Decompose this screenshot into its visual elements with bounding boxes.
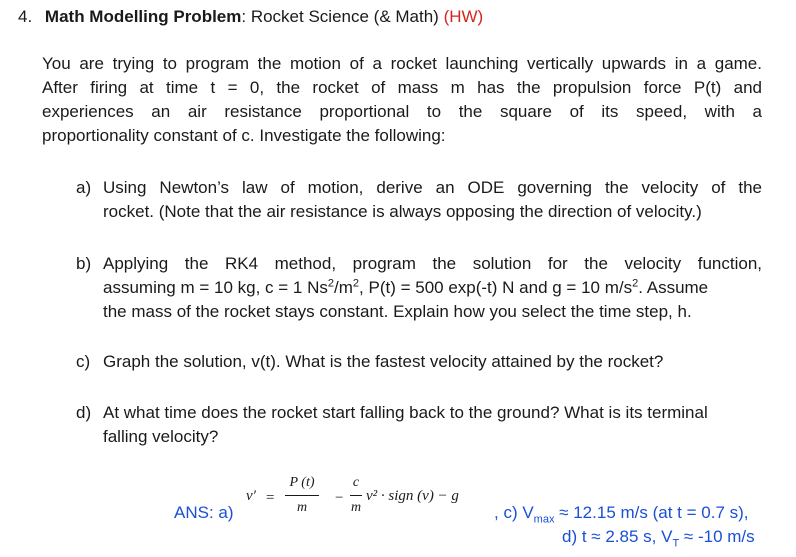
part-a-line-1: Using Newton’s law of motion, derive an ODE governing the velocity of the bbox=[103, 178, 762, 197]
part-b-line-1: Applying the RK4 method, program the solution for the velocity function, bbox=[103, 254, 762, 273]
problem-number: 4. bbox=[18, 7, 33, 26]
intro-line-2: After firing at time t = 0, the rocket of mass m has the propulsion force P(t) and bbox=[42, 78, 762, 97]
frac1-denominator: m bbox=[296, 500, 308, 515]
part-b-line-2-pre: assuming m = 10 kg, c = 1 Ns bbox=[103, 278, 328, 297]
answer-d-pre: d) t ≈ 2.85 s, V bbox=[562, 527, 673, 546]
answer-c-sub: max bbox=[533, 513, 555, 526]
answer-d-sub: T bbox=[672, 537, 680, 550]
part-c-label: c) bbox=[76, 352, 91, 371]
frac1-numerator: P (t) bbox=[289, 475, 315, 490]
eq-equals: = bbox=[266, 490, 275, 506]
part-b-sup-3: 2 bbox=[632, 277, 639, 290]
title-bold: Math Modelling Problem bbox=[44, 7, 242, 26]
part-c-line-1: Graph the solution, v(t). What is the fastest velocity attained by the rocket? bbox=[103, 352, 664, 371]
part-b-label: b) bbox=[76, 254, 92, 273]
part-a-line-2: rocket. (Note that the air resistance is always opposing the direction of velocity.) bbox=[103, 202, 702, 221]
answer-part-d bbox=[562, 527, 755, 550]
part-b-line-2-mid1: /m bbox=[334, 278, 353, 297]
frac2-line bbox=[350, 495, 362, 496]
part-b-sup-2: 2 bbox=[352, 277, 360, 290]
eq-minus: − bbox=[335, 490, 344, 506]
frac2-numerator: c bbox=[352, 475, 360, 490]
hw-tag: (HW) bbox=[443, 7, 484, 26]
part-b-sup-1: 2 bbox=[327, 277, 335, 290]
part-d-line-2: falling velocity? bbox=[103, 427, 219, 446]
answer-label: ANS: a) bbox=[174, 503, 234, 522]
intro-line-4: proportionality constant of c. Investigate the following: bbox=[42, 126, 446, 145]
frac1-line bbox=[285, 495, 319, 496]
answer-c-pre: , c) V bbox=[494, 503, 534, 522]
answer-c-post: ≈ 12.15 m/s (at t = 0.7 s), bbox=[554, 503, 749, 522]
frac2-denominator: m bbox=[350, 500, 362, 515]
part-a-label: a) bbox=[76, 178, 92, 197]
part-b-line-2 bbox=[103, 276, 708, 300]
title-rest: : Rocket Science (& Math) bbox=[241, 7, 444, 26]
part-d-label: d) bbox=[76, 403, 92, 422]
answer-part-c bbox=[494, 503, 749, 526]
problem-title bbox=[18, 5, 483, 29]
eq-lhs: v′ bbox=[246, 488, 256, 504]
answer-d-post: ≈ -10 m/s bbox=[679, 527, 755, 546]
eq-tail: v² · sign (v) − g bbox=[366, 488, 459, 504]
part-b-line-2-post: . Assume bbox=[638, 278, 709, 297]
intro-line-1: You are trying to program the motion of a rocket launching vertically upwards in a game. bbox=[42, 54, 762, 73]
part-b-line-3: the mass of the rocket stays constant. Explain how you select the time step, h. bbox=[103, 302, 692, 321]
part-b-line-2-mid2: , P(t) = 500 exp(-t) N and g = 10 m/s bbox=[359, 278, 633, 297]
part-d-line-1: At what time does the rocket start falling back to the ground? What is its terminal bbox=[103, 403, 708, 422]
intro-line-3: experiences an air resistance proportional to the square of its speed, with a bbox=[42, 102, 762, 121]
